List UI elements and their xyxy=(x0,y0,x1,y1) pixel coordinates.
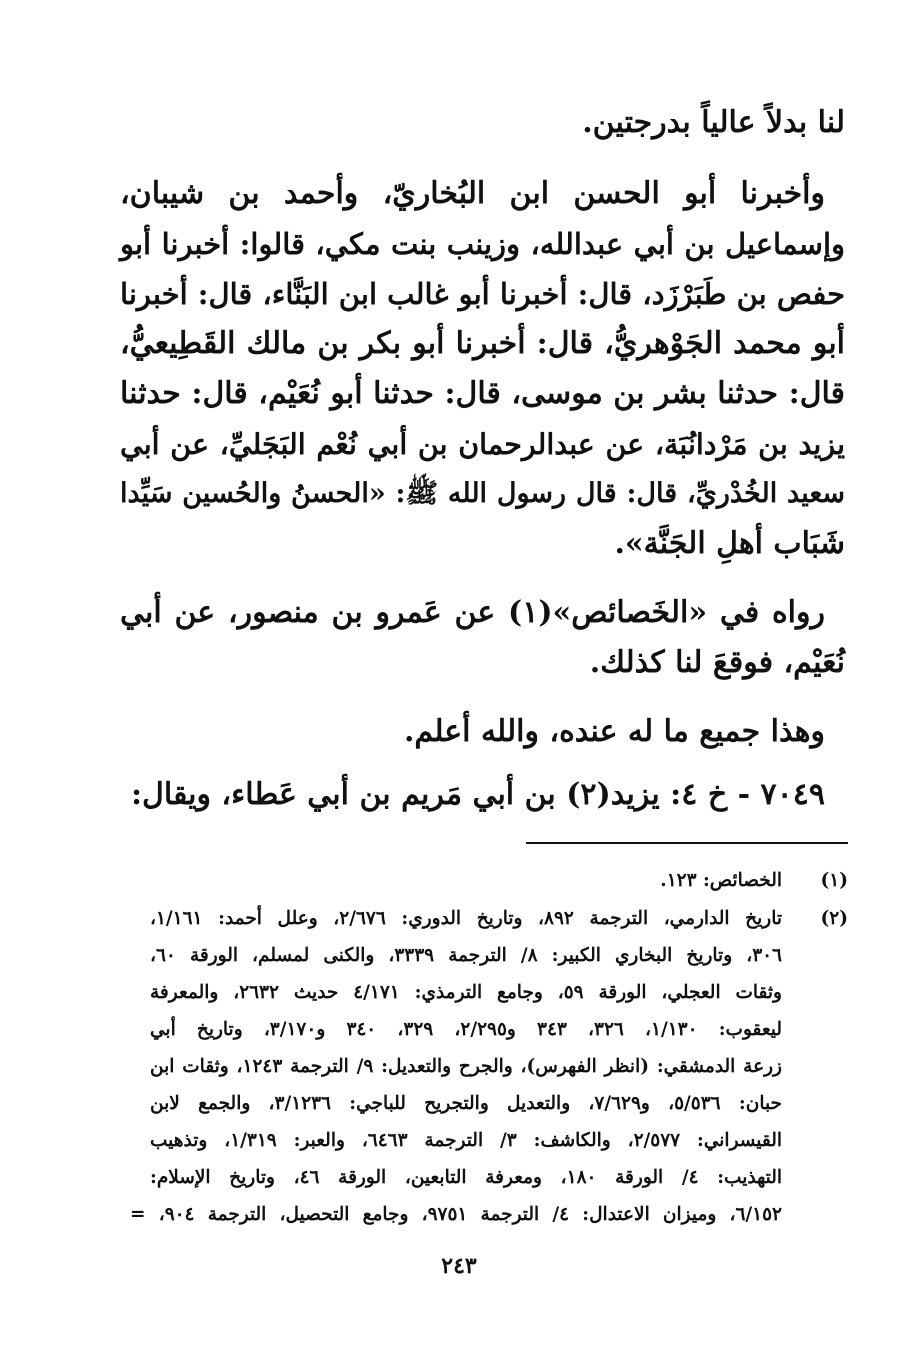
footnote-2-line-7: القيسراني: ٢/٥٧٧، والكاشف: ٣/ الترجمة ٦٤٦٣، والعبر: ١/٣١٩، وتذهيب xyxy=(150,1130,782,1151)
footnote-2-line-2: ٣٠٦، وتاريخ البخاري الكبير: ٨/ الترجمة ٣٣٣٩، والكنى لمسلم، الورقة ٦٠، xyxy=(150,945,782,966)
footnote-2-marker: (٢) xyxy=(820,908,848,929)
body-line-5: أبو محمد الجَوْهريُّ، قال: أخبرنا أبو بكر بن مالك القَطِيعيُّ، xyxy=(120,326,845,361)
footnote-2-line-5: زرعة الدمشقي: (انظر الفهرس)، والجرح والتعديل: ٩/ الترجمة ١٢٤٣، وثقات ابن xyxy=(150,1056,782,1077)
page-number: ٢٤٣ xyxy=(441,1253,477,1279)
entry-number: ٧٠٤٩ xyxy=(760,777,825,812)
footnote-1-text: الخصائص: ١٢٣. xyxy=(660,870,782,891)
body-line-8: سعيد الخُدْريِّ، قال: قال رسول الله ﷺ: «الحسنُ والحُسين سَيِّدا xyxy=(120,478,845,509)
entry-codes: خ ٤ xyxy=(681,777,728,812)
body-line-2: وأخبرنا أبو الحسن ابن البُخاريّ، وأحمد بن شيبان، xyxy=(120,176,825,211)
body-line-9: شَبَاب أهلِ الجَنَّة». xyxy=(614,526,845,561)
body-line-3: وإسماعيل بن أبي عبدالله، وزينب بنت مكي، قالوا: أخبرنا أبو xyxy=(120,227,845,261)
entry-separator: - xyxy=(727,777,761,812)
footnote-2-line-3: وثقات العجلي، الورقة ٥٩، وجامع الترمذي: ٤/١٧١ حديث ٢٦٣٢، والمعرفة xyxy=(150,982,782,1003)
footnote-2-line-9: ٦/١٥٢، وميزان الاعتدال: ٤/ الترجمة ٩٧٥١، وجامع التحصيل، الترجمة ٩٠٤، = xyxy=(130,1204,782,1225)
body-line-6: قال: حدثنا بشر بن موسى، قال: حدثنا أبو نُعَيْم، قال: حدثنا xyxy=(120,376,845,411)
body-line-12: وهذا جميع ما له عنده، والله أعلم. xyxy=(403,714,825,749)
body-line-7: يزيد بن مَرْدانُبَة، عن عبدالرحمان بن أبي نُعْم البَجَليِّ، عن أبي xyxy=(120,427,845,461)
entry-text: : يزيد(٢) بن أبي مَريم بن أبي عَطاء، ويقال: xyxy=(130,777,682,812)
footnote-2-line-6: حبان: ٥/٥٣٦، و٧/٦٢٩، والتعديل والتجريح للباجي: ٣/١٢٣٦، والجمع لابن xyxy=(150,1093,782,1114)
footnote-1-marker: (١) xyxy=(820,870,848,891)
body-line-10: رواه في «الخَصائص»(١) عن عَمرو بن منصور، عن أبي xyxy=(120,595,825,630)
body-line-11: نُعَيْم، فوقعَ لنا كذلك. xyxy=(589,645,845,680)
footnote-2-line-8: التهذيب: ٤/ الورقة ١٨٠، ومعرفة التابعين، الورقة ٤٦، وتاريخ الإسلام: xyxy=(150,1167,782,1188)
footnote-2-line-4: ليعقوب: ١/١٣٠، ٣٢٦، ٣٤٣ و٢/٢٩٥، ٣٢٩، ٣٤٠ و٣/١٧٠، وتاريخ أبي xyxy=(150,1019,783,1040)
body-line-1: لنا بدلاً عالياً بدرجتين. xyxy=(582,105,845,140)
footnote-rule xyxy=(526,842,848,844)
footnote-2-line-1: تاريخ الدارمي، الترجمة ٨٩٢، وتاريخ الدوري: ٢/٦٧٦، وعلل أحمد: ١/١٦١، xyxy=(150,908,782,929)
entry-heading xyxy=(120,775,825,815)
body-line-4: حفص بن طَبَرْزَد، قال: أخبرنا أبو غالب ابن البَنَّاء، قال: أخبرنا xyxy=(120,277,845,311)
